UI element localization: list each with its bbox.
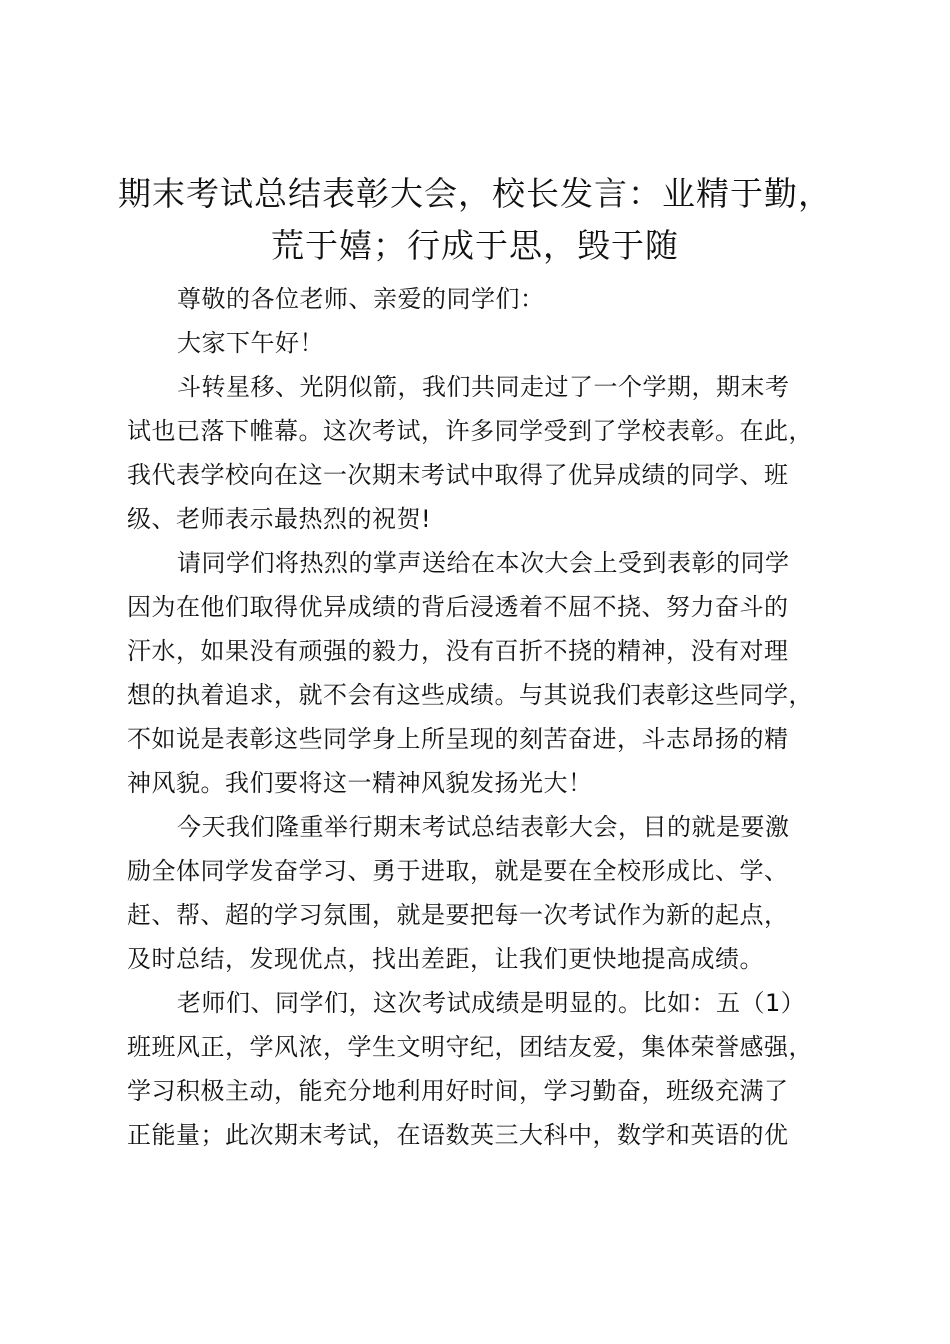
paragraph-1-line: 我代表学校向在这一次期末考试中取得了优异成绩的同学、班 xyxy=(127,461,789,489)
greeting: 大家下午好！ xyxy=(177,329,324,357)
paragraph-4-line: 班班风正，学风浓，学生文明守纪，团结友爱，集体荣誉感强， xyxy=(127,1033,813,1061)
paragraph-1-line: 斗转星移、光阴似箭，我们共同走过了一个学期，期末考 xyxy=(177,373,790,401)
document-title-line-2: 荒于嬉；行成于思，毁于随 xyxy=(271,226,679,265)
paragraph-2-line: 汗水，如果没有顽强的毅力，没有百折不挠的精神，没有对理 xyxy=(127,637,789,665)
paragraph-3-line: 励全体同学发奋学习、勇于进取，就是要在全校形成比、学、 xyxy=(127,857,789,885)
paragraph-2-line: 因为在他们取得优异成绩的背后浸透着不屈不挠、努力奋斗的 xyxy=(127,593,789,621)
paragraph-2-line: 想的执着追求，就不会有这些成绩。与其说我们表彰这些同学， xyxy=(127,681,813,709)
paragraph-2-line: 不如说是表彰这些同学身上所呈现的刻苦奋进，斗志昂扬的精 xyxy=(127,725,789,753)
paragraph-3-line: 及时总结，发现优点，找出差距，让我们更快地提高成绩。 xyxy=(127,945,764,973)
paragraph-3-line: 赶、帮、超的学习氛围，就是要把每一次考试作为新的起点， xyxy=(127,901,789,929)
paragraph-2-line: 请同学们将热烈的掌声送给在本次大会上受到表彰的同学 xyxy=(177,549,790,577)
paragraph-4-line: 老师们、同学们，这次考试成绩是明显的。比如：五（1） xyxy=(177,989,806,1017)
paragraph-1-line: 级、老师表示最热烈的祝贺! xyxy=(127,505,432,533)
salutation: 尊敬的各位老师、亲爱的同学们： xyxy=(177,285,545,313)
document-title-line-1: 期末考试总结表彰大会，校长发言：业精于勤， xyxy=(118,174,832,213)
paragraph-4-line: 正能量；此次期末考试，在语数英三大科中，数学和英语的优 xyxy=(127,1121,789,1149)
paragraph-4-line: 学习积极主动，能充分地利用好时间，学习勤奋，班级充满了 xyxy=(127,1077,789,1105)
paragraph-2-line: 神风貌。我们要将这一精神风貌发扬光大！ xyxy=(127,769,593,797)
paragraph-1-line: 试也已落下帷幕。这次考试，许多同学受到了学校表彰。在此， xyxy=(127,417,813,445)
paragraph-3-line: 今天我们隆重举行期末考试总结表彰大会，目的就是要激 xyxy=(177,813,790,841)
